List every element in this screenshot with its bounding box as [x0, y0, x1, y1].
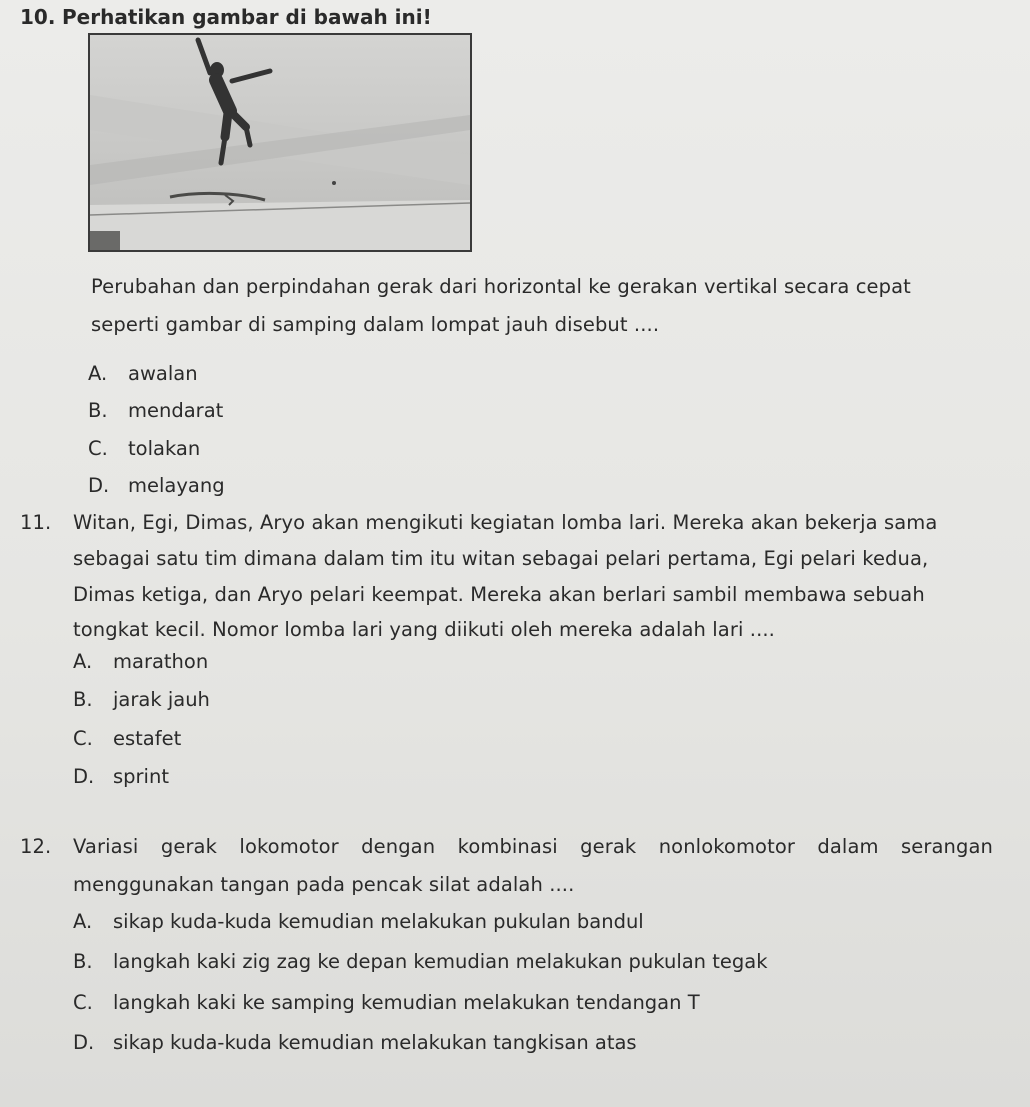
question-12-option-c	[73, 991, 700, 1014]
option-letter: B.	[73, 950, 93, 973]
question-12-number: 12.	[20, 835, 52, 858]
question-11-number: 11.	[20, 511, 52, 534]
question-12-stem-line-1: Variasi gerak lokomotor dengan kombinasi gerak nonlokomotor dalam serangan	[73, 835, 993, 858]
option-text: langkah kaki ke samping kemudian melakukan tendangan T	[113, 991, 700, 1014]
question-10-option-b	[88, 399, 223, 422]
option-text: sikap kuda-kuda kemudian melakukan pukulan bandul	[113, 910, 644, 933]
long-jump-photo	[88, 33, 472, 252]
option-letter: C.	[73, 727, 93, 750]
question-11-option-a	[73, 650, 208, 673]
question-10-option-d	[88, 474, 225, 497]
question-10-stem-line-1: Perubahan dan perpindahan gerak dari horizontal ke gerakan vertikal secara cepat	[91, 275, 911, 298]
question-11-stem-line-1: Witan, Egi, Dimas, Aryo akan mengikuti kegiatan lomba lari. Mereka akan bekerja sama	[73, 511, 938, 534]
option-text: awalan	[128, 362, 198, 385]
option-letter: C.	[73, 991, 93, 1014]
question-12-option-a	[73, 910, 644, 933]
long-jump-photo-illustration	[90, 35, 470, 250]
option-letter: A.	[88, 362, 108, 385]
question-10-number: 10.	[20, 5, 56, 29]
option-text: marathon	[113, 650, 209, 673]
question-12-option-d	[73, 1031, 637, 1054]
question-11-stem-line-4: tongkat kecil. Nomor lomba lari yang diikuti oleh mereka adalah lari ....	[73, 618, 775, 641]
option-letter: D.	[73, 765, 95, 788]
question-12-stem-line-2: menggunakan tangan pada pencak silat adalah ....	[73, 873, 575, 896]
option-letter: A.	[73, 650, 93, 673]
question-10-instruction: Perhatikan gambar di bawah ini!	[62, 5, 432, 29]
option-text: sikap kuda-kuda kemudian melakukan tangkisan atas	[113, 1031, 637, 1054]
option-text: langkah kaki zig zag ke depan kemudian melakukan pukulan tegak	[113, 950, 768, 973]
question-11-option-b	[73, 688, 210, 711]
option-text: melayang	[128, 474, 225, 497]
option-letter: D.	[73, 1031, 95, 1054]
option-text: tolakan	[128, 437, 201, 460]
option-letter: D.	[88, 474, 110, 497]
question-10-option-a	[88, 362, 198, 385]
option-letter: B.	[73, 688, 93, 711]
option-text: sprint	[113, 765, 169, 788]
question-10-option-c	[88, 437, 200, 460]
option-text: estafet	[113, 727, 182, 750]
option-text: mendarat	[128, 399, 224, 422]
question-11-stem-line-2: sebagai satu tim dimana dalam tim itu witan sebagai pelari pertama, Egi pelari kedua,	[73, 547, 929, 570]
option-letter: C.	[88, 437, 108, 460]
option-letter: B.	[88, 399, 108, 422]
question-11-stem-line-3: Dimas ketiga, dan Aryo pelari keempat. Mereka akan berlari sambil membawa sebuah	[73, 583, 925, 606]
option-letter: A.	[73, 910, 93, 933]
question-12-option-b	[73, 950, 768, 973]
question-11-option-d	[73, 765, 169, 788]
option-text: jarak jauh	[113, 688, 210, 711]
question-10-stem-line-2: seperti gambar di samping dalam lompat jauh disebut ....	[91, 313, 660, 336]
question-11-option-c	[73, 727, 181, 750]
